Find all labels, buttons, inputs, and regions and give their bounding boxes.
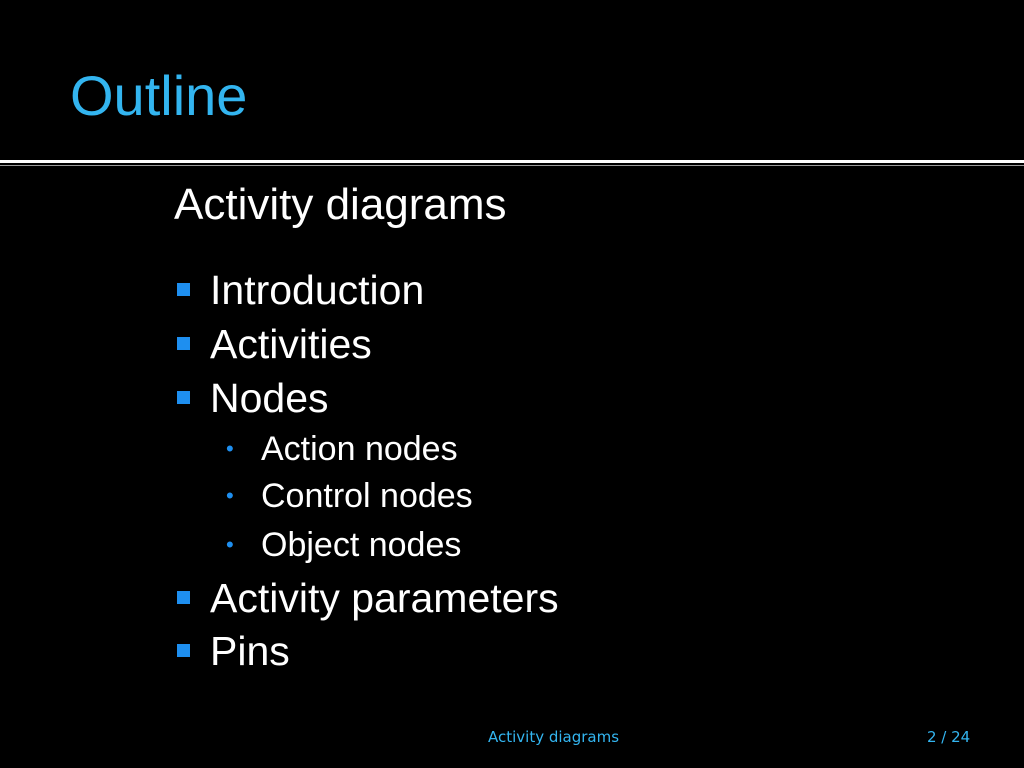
square-bullet-icon bbox=[177, 644, 190, 657]
dot-bullet-icon: • bbox=[226, 436, 234, 461]
outline-item-label: Pins bbox=[210, 628, 290, 674]
square-bullet-icon bbox=[177, 337, 190, 350]
outline-subitem-label: Control nodes bbox=[261, 477, 473, 515]
dot-bullet-icon: • bbox=[226, 483, 234, 508]
outline-item-label: Nodes bbox=[210, 375, 329, 421]
outline-item-label: Introduction bbox=[210, 267, 425, 313]
square-bullet-icon bbox=[177, 391, 190, 404]
outline-heading: Activity diagrams bbox=[174, 180, 507, 229]
footer-title: Activity diagrams bbox=[488, 728, 620, 746]
square-bullet-icon bbox=[177, 591, 190, 604]
page-number: 2 / 24 bbox=[927, 728, 971, 746]
outline-item-label: Activity parameters bbox=[210, 575, 559, 621]
square-bullet-icon bbox=[177, 283, 190, 296]
outline-subitem-label: Object nodes bbox=[261, 526, 462, 564]
dot-bullet-icon: • bbox=[226, 532, 234, 557]
outline-item-label: Activities bbox=[210, 321, 372, 367]
slide-title: Outline bbox=[70, 64, 248, 127]
outline-subitem-label: Action nodes bbox=[261, 430, 458, 468]
